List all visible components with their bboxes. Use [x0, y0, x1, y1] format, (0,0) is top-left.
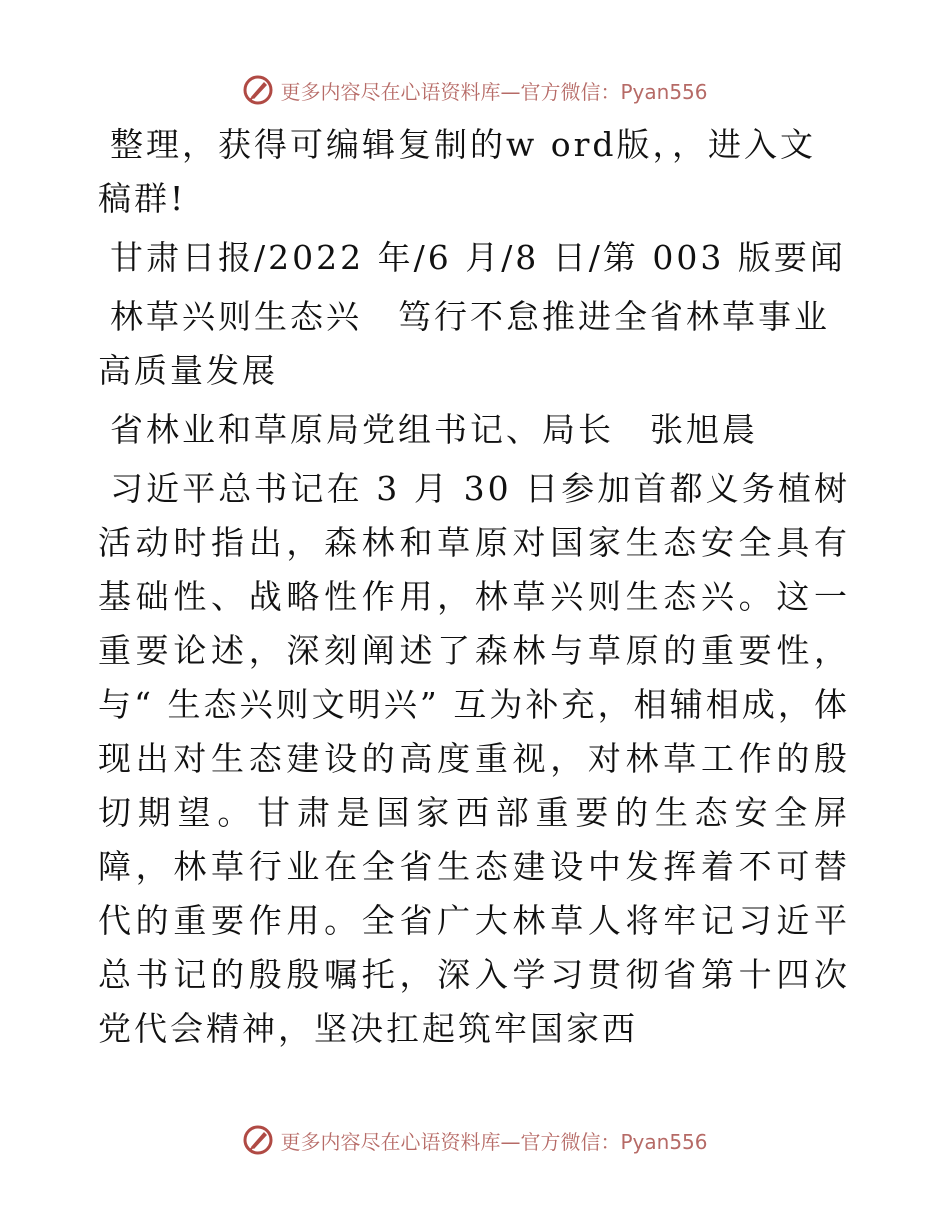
watermark-label: 更多内容尽在心语资料库—官方微信：: [280, 79, 621, 104]
watermark-label: 更多内容尽在心语资料库—官方微信：: [280, 1129, 621, 1154]
document-body: [98, 118, 850, 1056]
article-title: 林草兴则生态兴 笃行不怠推进全省林草事业高质量发展: [98, 297, 830, 390]
quill-seal-icon: [242, 1124, 274, 1156]
quill-seal-icon: [242, 74, 274, 106]
body-paragraph: 习近平总书记在 3 月 30 日参加首都义务植树活动时指出，森林和草原对国家生态安全具有基础性、战略性作用，林草兴则生态兴。这一重要论述，深刻阐述了森林与草原的重要性，与“ 生态兴则文明兴” 互为补充，相辅相成，体现出对生态建设的高度重视，对林草工作的殷切期望。甘肃是国家西部重要的生态安全屏障，林草行业在全省生态建设中发挥着不可替代的重要作用。全省广大林草人将牢记习近平总书记的殷殷嘱托，深入学习贯彻省第十四次党代会精神，坚决扛起筑牢国家西: [98, 469, 850, 1048]
source-line: 甘肃日报/2022 年/6 月/8 日/第 003 版要闻: [110, 238, 846, 277]
watermark-text: [280, 76, 707, 105]
header-watermark-banner: [0, 70, 950, 110]
watermark-text: [280, 1126, 707, 1155]
footer-watermark-banner: [0, 1120, 950, 1160]
watermark-wechat-handle: Pyan556: [620, 1129, 708, 1154]
author-line: 省林业和草原局党组书记、局长 张旭晨: [110, 410, 758, 449]
watermark-wechat-handle: Pyan556: [620, 79, 708, 104]
intro-paragraph: 整理，获得可编辑复制的w ord版，，进入文稿群!: [98, 125, 817, 218]
